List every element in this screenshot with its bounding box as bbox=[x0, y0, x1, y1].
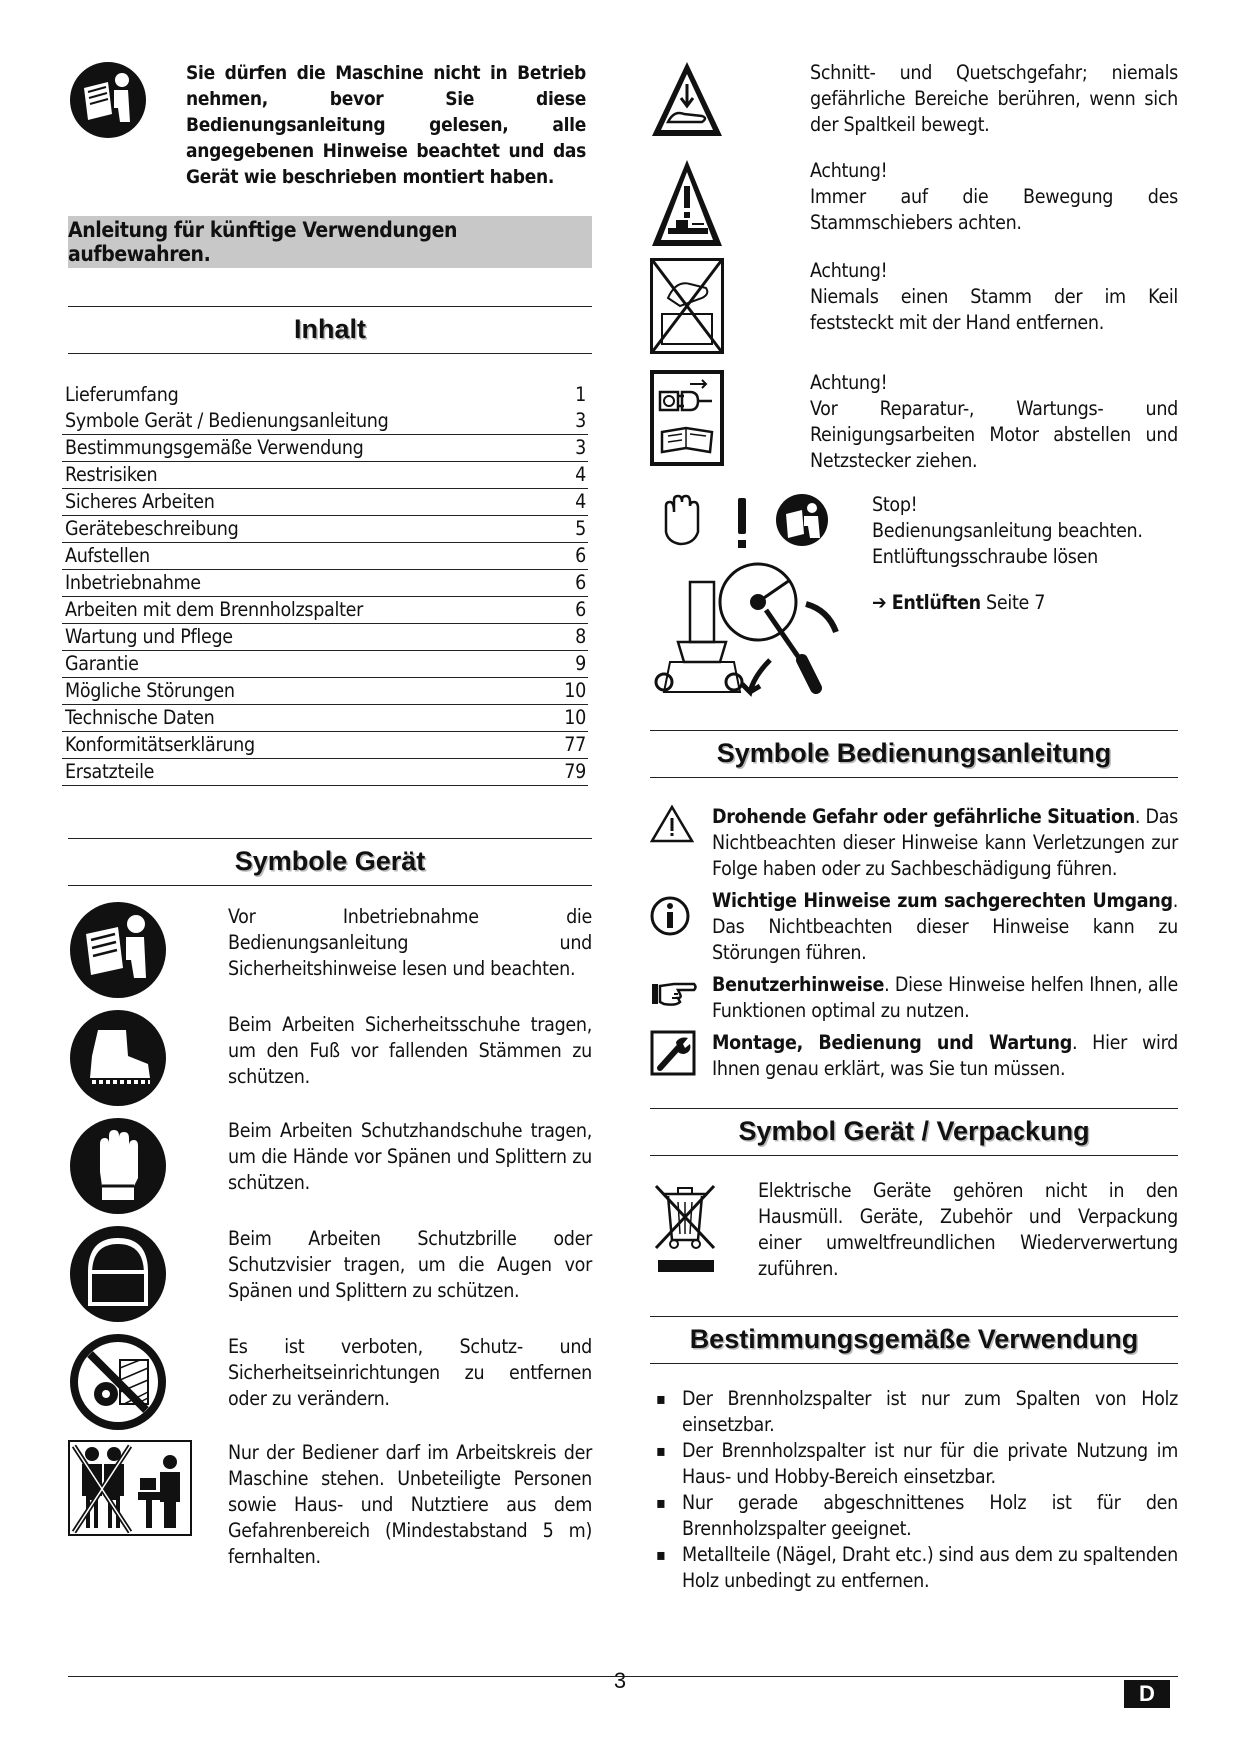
pusher-warning-icon bbox=[650, 158, 724, 248]
toc-label: Restrisiken bbox=[65, 463, 158, 486]
manual-symbol-text bbox=[712, 972, 1178, 1024]
intro-block bbox=[68, 60, 592, 190]
pointing-hand-icon bbox=[650, 976, 698, 1008]
toc-label: Mögliche Störungen bbox=[65, 679, 235, 702]
toc-label: Wartung und Pflege bbox=[65, 625, 233, 648]
toc-label: Aufstellen bbox=[65, 544, 150, 567]
list-item: ▪ Der Brennholzspalter ist nur zum Spalten von Holz einsetzbar. bbox=[650, 1386, 1178, 1438]
toc-page: 4 bbox=[575, 490, 586, 513]
warning-line: Immer auf die Bewegung des Stammschiebers achten. bbox=[810, 185, 1178, 234]
manual-symbol-rest: . Das Nichtbeachten dieser Hinweise kann Verletzungen zur Folge haben oder zu Sachbeschädigung führen. bbox=[712, 805, 1178, 880]
toc-label: Bestimmungsgemäße Verwendung bbox=[65, 436, 364, 459]
warning-row bbox=[650, 158, 1178, 254]
toc-page: 77 bbox=[564, 733, 586, 756]
warning-line: Achtung! bbox=[810, 159, 888, 182]
warning-text bbox=[810, 370, 1178, 474]
manual-symbol-bold: Drohende Gefahr oder gefährliche Situation bbox=[712, 805, 1135, 828]
toc-page: 10 bbox=[564, 679, 586, 702]
wrench-icon bbox=[650, 1030, 696, 1076]
toc-label: Ersatzteile bbox=[65, 760, 155, 783]
manual-symbol-rest: . Diese Hinweise helfen Ihnen, alle Funktionen optimal zu nutzen. bbox=[712, 973, 1178, 1022]
warning-line: Vor Reparatur-, Wartungs- und Reinigungsarbeiten Motor abstellen und Netzstecker ziehen. bbox=[810, 397, 1178, 472]
manual-symbol-bold: Montage, Bedienung und Wartung bbox=[712, 1031, 1072, 1054]
device-symbol-text: Beim Arbeiten Schutzhandschuhe tragen, um die Hände vor Spänen und Splittern zu schützen. bbox=[228, 1119, 592, 1194]
toc-page: 79 bbox=[564, 760, 586, 783]
bleed-reference-label: Entlüften bbox=[891, 591, 981, 614]
glove-icon bbox=[68, 1116, 168, 1216]
toc-label: Symbole Gerät / Bedienungsanleitung bbox=[65, 409, 389, 432]
manual-symbol-text bbox=[712, 804, 1178, 882]
cutting-hazard-icon bbox=[650, 60, 724, 148]
unplug-before-service-icon bbox=[650, 370, 724, 466]
device-symbol-row bbox=[68, 1440, 592, 1570]
stop-line: Entlüftungsschraube lösen bbox=[872, 545, 1098, 568]
device-symbol-text: Beim Arbeiten Sicherheitsschuhe tragen, um den Fuß vor fallenden Stämmen zu schützen. bbox=[228, 1013, 592, 1088]
manual-symbol-bold: Wichtige Hinweise zum sachgerechten Umgang bbox=[712, 889, 1173, 912]
verwendung-heading: Bestimmungsgemäße Verwendung bbox=[650, 1316, 1178, 1364]
device-symbol-row bbox=[68, 1332, 592, 1432]
safety-boot-icon bbox=[68, 1008, 168, 1108]
list-item: ▪ Der Brennholzspalter ist nur für die private Nutzung im Haus- und Hobby-Bereich einsetzbar. bbox=[650, 1438, 1178, 1490]
warning-line: Schnitt- und Quetschgefahr; niemals gefährliche Bereiche berühren, wenn sich der Spaltkeil bewegt. bbox=[810, 61, 1178, 136]
list-item: ▪ Metallteile (Nägel, Draht etc.) sind aus dem zu spaltenden Holz unbedingt zu entfernen. bbox=[650, 1542, 1178, 1594]
stop-block bbox=[650, 492, 1178, 712]
stop-line: Bedienungsanleitung beachten. bbox=[872, 519, 1143, 542]
danger-triangle-icon bbox=[650, 804, 694, 844]
toc-row[interactable] bbox=[62, 651, 588, 678]
device-symbol-row bbox=[68, 1008, 592, 1108]
warning-text bbox=[810, 158, 1178, 236]
toc-page: 10 bbox=[564, 706, 586, 729]
toc-label: Inbetriebnahme bbox=[65, 571, 201, 594]
warning-row bbox=[650, 258, 1178, 354]
no-guard-removal-icon bbox=[68, 1332, 168, 1432]
symbole-anleitung-heading: Symbole Bedienungsanleitung bbox=[650, 730, 1178, 778]
toc-row[interactable] bbox=[62, 408, 588, 435]
manual-symbol-text bbox=[712, 888, 1178, 966]
manual-symbol-row bbox=[650, 972, 1178, 1024]
warning-row bbox=[650, 60, 1178, 150]
device-symbol-row bbox=[68, 900, 592, 1000]
warning-text bbox=[810, 60, 1178, 138]
toc-label: Lieferumfang bbox=[65, 383, 179, 406]
language-badge: D bbox=[1124, 1680, 1170, 1708]
toc-page: 6 bbox=[575, 598, 586, 621]
device-symbol-text: Nur der Bediener darf im Arbeitskreis der Maschine stehen. Unbeteiligte Personen sowie Haus- und Nutztiere aus dem Gefahrenbereich (Mindestabstand 5 m) fernhalten. bbox=[228, 1441, 592, 1568]
warning-line: Achtung! bbox=[810, 259, 888, 282]
manual-symbols-list bbox=[650, 804, 1178, 1082]
toc-label: Sicheres Arbeiten bbox=[65, 490, 215, 513]
weee-block bbox=[650, 1178, 1178, 1278]
intended-use-list bbox=[650, 1386, 1178, 1594]
toc-page: 5 bbox=[575, 517, 586, 540]
device-symbol-text: Es ist verboten, Schutz- und Sicherheitseinrichtungen zu entfernen oder zu verändern. bbox=[228, 1335, 592, 1410]
toc-heading: Inhalt bbox=[68, 306, 592, 354]
read-manual-icon bbox=[68, 900, 168, 1000]
toc-label: Garantie bbox=[65, 652, 139, 675]
toc-row[interactable] bbox=[62, 759, 588, 786]
arrow-right-icon: ➔ bbox=[872, 591, 887, 614]
stop-line: Stop! bbox=[872, 493, 918, 516]
toc-row[interactable] bbox=[62, 705, 588, 732]
list-item: ▪ Nur gerade abgeschnittenes Holz ist für den Brennholzspalter geeignet. bbox=[650, 1490, 1178, 1542]
verpackung-heading: Symbol Gerät / Verpackung bbox=[650, 1108, 1178, 1156]
warning-row bbox=[650, 370, 1178, 474]
toc-label: Konformitätserklärung bbox=[65, 733, 255, 756]
manual-symbol-row bbox=[650, 1030, 1178, 1082]
device-symbol-row bbox=[68, 1224, 592, 1324]
device-symbol-text: Beim Arbeiten Schutzbrille oder Schutzvisier tragen, um die Augen vor Spänen und Splittern zu schützen. bbox=[228, 1227, 592, 1302]
read-manual-icon bbox=[68, 60, 148, 140]
toc-page: 9 bbox=[575, 652, 586, 675]
toc-page: 6 bbox=[575, 571, 586, 594]
manual-symbol-rest: . Das Nichtbeachten dieser Hinweise kann zu Störungen führen. bbox=[712, 889, 1178, 964]
face-shield-icon bbox=[68, 1224, 168, 1324]
toc-row[interactable] bbox=[62, 597, 588, 624]
toc-page: 6 bbox=[575, 544, 586, 567]
warning-text bbox=[810, 258, 1178, 336]
toc-row[interactable] bbox=[62, 489, 588, 516]
toc-label: Gerätebeschreibung bbox=[65, 517, 239, 540]
toc-label: Technische Daten bbox=[65, 706, 215, 729]
warning-line: Achtung! bbox=[810, 371, 888, 394]
bleed-screw-diagram-icon bbox=[650, 492, 850, 702]
toc-row[interactable] bbox=[62, 678, 588, 705]
toc-row[interactable] bbox=[62, 732, 588, 759]
no-hand-removal-icon bbox=[650, 258, 724, 354]
bleed-reference-page: Seite 7 bbox=[980, 591, 1046, 614]
page-number: 3 bbox=[613, 1668, 627, 1693]
toc-page: 4 bbox=[575, 463, 586, 486]
device-symbol-row bbox=[68, 1116, 592, 1216]
bystanders-forbidden-icon bbox=[68, 1440, 192, 1536]
info-icon bbox=[650, 894, 694, 938]
toc-row[interactable] bbox=[62, 516, 588, 543]
toc-label: Arbeiten mit dem Brennholzspalter bbox=[65, 598, 364, 621]
manual-symbol-row bbox=[650, 804, 1178, 882]
toc-row[interactable] bbox=[62, 624, 588, 651]
manual-symbol-text bbox=[712, 1030, 1178, 1082]
toc-row[interactable] bbox=[62, 382, 588, 408]
manual-symbol-rest: . Hier wird Ihnen genau erklärt, was Sie tun müssen. bbox=[712, 1031, 1178, 1080]
right-column bbox=[650, 60, 1178, 1594]
keep-manual-note: Anleitung für künftige Verwendungen aufbewahren. bbox=[68, 216, 592, 268]
manual-symbol-row bbox=[650, 888, 1178, 966]
weee-bin-icon bbox=[650, 1178, 720, 1274]
device-symbol-text: Vor Inbetriebnahme die Bedienungsanleitung und Sicherheitshinweise lesen und beachten. bbox=[228, 905, 592, 980]
weee-text: Elektrische Geräte gehören nicht in den Hausmüll. Geräte, Zubehör und Verpackung einer umweltfreundlichen Wiederverwertung zuführen. bbox=[758, 1179, 1178, 1280]
toc-page: 3 bbox=[575, 436, 586, 459]
toc-page: 3 bbox=[575, 409, 586, 432]
toc-row[interactable] bbox=[62, 570, 588, 597]
bleed-reference bbox=[872, 590, 1178, 616]
symbole-geraet-heading: Symbole Gerät bbox=[68, 838, 592, 886]
toc-page: 1 bbox=[575, 383, 586, 406]
toc-row[interactable] bbox=[62, 543, 588, 570]
toc-row[interactable] bbox=[62, 462, 588, 489]
manual-symbol-bold: Benutzerhinweise bbox=[712, 973, 885, 996]
warning-line: Niemals einen Stamm der im Keil feststeckt mit der Hand entfernen. bbox=[810, 285, 1178, 334]
table-of-contents bbox=[65, 382, 588, 786]
toc-page: 8 bbox=[575, 625, 586, 648]
intro-text: Sie dürfen die Maschine nicht in Betrieb nehmen, bevor Sie diese Bedienungsanleitung gelesen, alle angegebenen Hinweise beachtet und das Gerät wie beschrieben montiert haben. bbox=[186, 62, 586, 188]
toc-row[interactable] bbox=[62, 435, 588, 462]
device-symbols-list bbox=[68, 900, 592, 1570]
left-column bbox=[65, 60, 592, 1570]
